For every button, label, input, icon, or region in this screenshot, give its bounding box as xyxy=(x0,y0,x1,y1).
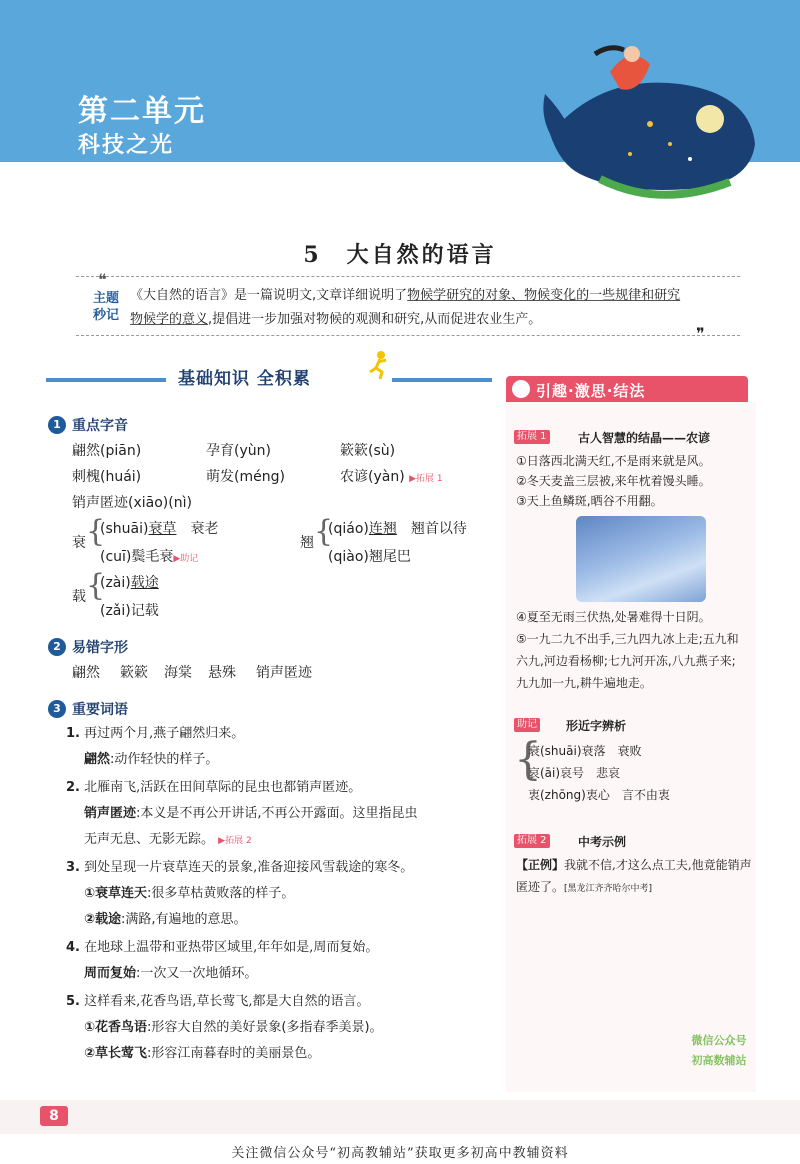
exam-example-title: 中考示例 xyxy=(578,835,627,849)
vocab-example: 4. 在地球上温带和亚热带区域里,年年如是,周而复始。 xyxy=(66,940,379,955)
whale-illustration xyxy=(540,14,770,214)
section-title: 基础知识 全积累 xyxy=(178,369,311,389)
proverb-line: ⑤一九二九不出手,三九四九冰上走;五九和 xyxy=(516,632,739,646)
right-panel-header: 引趣·激思·结法 xyxy=(506,376,748,402)
vocab-definition: 销声匿迹:本义是不再公开讲话,不再公开露面。这里指昆虫 xyxy=(84,806,418,821)
proverb-line: 六九,河边看杨柳;七九河开冻,八九燕子来; xyxy=(516,654,736,668)
expand-tag-1: 拓展 1 xyxy=(514,430,550,444)
char-word: 翩然 xyxy=(72,665,100,681)
expand-tag-2: 拓展 2 xyxy=(514,834,550,848)
footer-band xyxy=(0,1100,800,1134)
section-title-vocabulary: 重要词语 xyxy=(72,702,128,718)
poly-reading: (qiào)翘尾巴 xyxy=(328,549,411,565)
expand-tag: ▶拓展 2 xyxy=(218,836,252,846)
wechat-watermark: 微信公众号 初高数辅站 xyxy=(691,1034,747,1067)
mnemonic-tag: 助记 xyxy=(514,718,540,732)
poly-reading: (cuī)鬓毛衰▶助记 xyxy=(100,549,199,565)
theme-text: 《大自然的语言》是一篇说明文,文章详细说明了物候学研究的对象、物候变化的一些规律和研究 物候学的意义,提倡进一步加强对物候的观测和研究,从而促进农业生产。 xyxy=(130,288,681,327)
mnemonic-tag: ▶助记 xyxy=(173,554,199,564)
section-bar-left xyxy=(46,378,166,382)
section-number-badge: 3 xyxy=(48,700,66,718)
similar-char-line: 衰(shuāi)衰落 衰败 xyxy=(528,744,642,758)
proverb-line: ④夏至无雨三伏热,处暑难得十日阴。 xyxy=(516,610,711,624)
expand-tag: ▶拓展 1 xyxy=(409,474,443,484)
brace: { xyxy=(86,514,106,549)
proverb-line: ①日落西北满天红,不是雨来就是风。 xyxy=(516,454,711,468)
similar-char-line: 哀(āi)哀号 悲哀 xyxy=(528,766,621,780)
char-word: 簌簌 xyxy=(120,665,148,681)
vocab-definition: ②草长莺飞:形容江南暮春时的美丽景色。 xyxy=(84,1046,321,1061)
proverb-line: ③天上鱼鳞斑,晒谷不用翻。 xyxy=(516,494,663,508)
vocab-definition-cont: 无声无息、无影无踪。 ▶拓展 2 xyxy=(84,832,252,847)
vocab-definition: 翩然:动作轻快的样子。 xyxy=(84,752,219,767)
exam-example-line: 【正例】我就不信,才这么点工夫,他竟能销声 xyxy=(516,858,752,872)
section-number-badge: 2 xyxy=(48,638,66,656)
unit-title: 第二单元 xyxy=(78,94,206,129)
vocab-example: 5. 这样看来,花香鸟语,草长莺飞,都是大自然的语言。 xyxy=(66,994,370,1009)
pron-item: 孕育(yùn) xyxy=(206,443,271,459)
brace: { xyxy=(314,514,334,549)
brace: { xyxy=(86,568,106,603)
poly-reading: (qiáo)连翘 翘首以待 xyxy=(328,521,467,537)
vocab-definition: ①花香鸟语:形容大自然的美好景象(多指春季美景)。 xyxy=(84,1020,383,1035)
poly-char-shuai: 衰 xyxy=(72,535,86,551)
section-title-pronunciation: 重点字音 xyxy=(72,418,128,434)
poly-reading: (zǎi)记载 xyxy=(100,603,159,619)
lesson-title: 5 大自然的语言 xyxy=(303,242,497,268)
pron-item: 翩然(piān) xyxy=(72,443,142,459)
pron-item: 萌发(méng) xyxy=(206,469,285,485)
section-number-badge: 1 xyxy=(48,416,66,434)
lightbulb-icon xyxy=(512,380,530,398)
section-title-characters: 易错字形 xyxy=(72,640,128,656)
theme-label: 主题 秒记 xyxy=(92,291,119,323)
poly-char-qiao: 翘 xyxy=(300,535,314,551)
vocab-definition: 周而复始:一次又一次地循环。 xyxy=(84,966,258,981)
vocab-definition: ①衰草连天:很多草枯黄败落的样子。 xyxy=(84,886,295,901)
pron-item: 农谚(yàn) ▶拓展 1 xyxy=(340,469,443,485)
pron-item: 销声匿迹(xiāo)(nì) xyxy=(72,495,192,511)
mnemonic-title: 形近字辨析 xyxy=(566,719,627,733)
close-quote-icon: ❞ xyxy=(696,324,705,343)
cloud-sky-photo xyxy=(576,516,706,602)
page-number: 8 xyxy=(40,1106,68,1126)
poly-reading: (shuāi)衰草 衰老 xyxy=(100,521,219,537)
pron-item: 簌簌(sù) xyxy=(340,443,396,459)
char-word: 销声匿迹 xyxy=(256,665,312,681)
vocab-definition: ②载途:满路,有遍地的意思。 xyxy=(84,912,247,927)
expand-1-title: 古人智慧的结晶——农谚 xyxy=(578,431,711,445)
runner-icon xyxy=(366,350,390,380)
pron-item: 刺槐(huái) xyxy=(72,469,142,485)
section-bar-right xyxy=(392,378,492,382)
char-word: 悬殊 xyxy=(208,665,236,681)
proverb-line: ②冬天麦盖三层被,来年枕着馒头睡。 xyxy=(516,474,711,488)
proverb-line: 九九加一九,耕牛遍地走。 xyxy=(516,676,652,690)
vocab-example: 3. 到处呈现一片衰草连天的景象,准备迎接风雪载途的寒冬。 xyxy=(66,860,414,875)
vocab-example: 2. 北雁南飞,活跃在田间草际的昆虫也都销声匿迹。 xyxy=(66,780,362,795)
exam-example-line: 匿迹了。[黑龙江齐齐哈尔中考] xyxy=(516,880,653,894)
vocab-example: 1. 再过两个月,燕子翩然归来。 xyxy=(66,726,245,741)
poly-char-zai: 载 xyxy=(72,589,86,605)
poly-reading: (zài)载途 xyxy=(100,575,159,591)
brace: { xyxy=(514,734,542,785)
open-quote-icon: ❝ xyxy=(98,270,107,289)
char-word: 海棠 xyxy=(164,665,192,681)
footer-promo-text: 关注微信公众号“初高教辅站”获取更多初高中教辅资料 xyxy=(231,1146,569,1161)
similar-char-line: 衷(zhōng)衷心 言不由衷 xyxy=(528,788,670,802)
unit-subtitle: 科技之光 xyxy=(78,133,175,158)
